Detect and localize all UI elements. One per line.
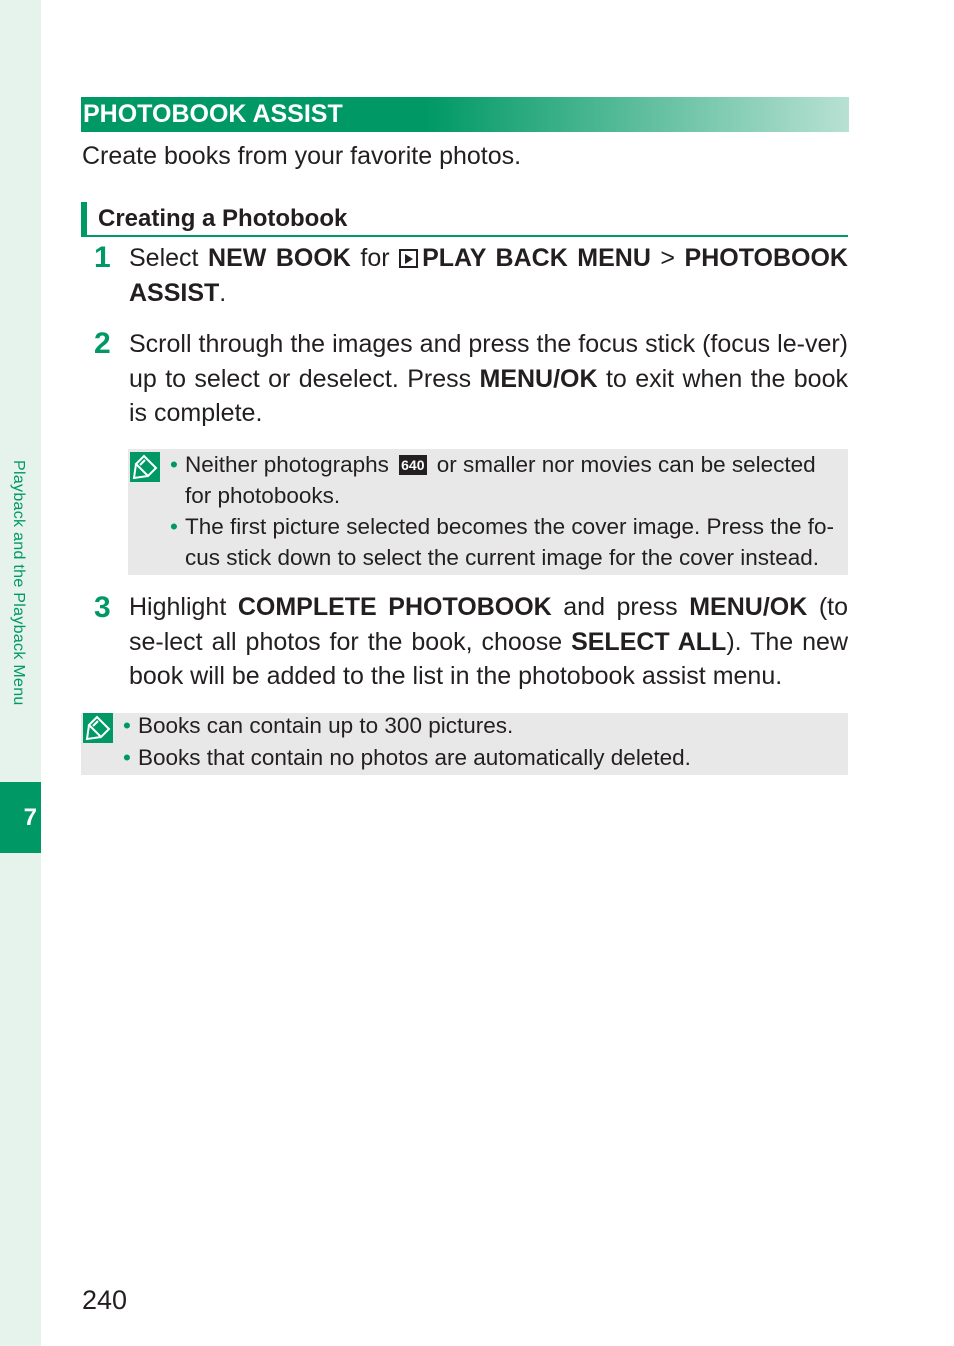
note-box: [128, 449, 848, 575]
text: for: [350, 244, 400, 272]
chapter-side-label: Playback and the Playback Menu: [10, 460, 27, 706]
page-number: 240: [82, 1285, 128, 1315]
note-icon: [130, 452, 160, 482]
text: ). The new book will be added to the list in the photobook assist menu.: [129, 627, 848, 690]
section-intro: Create books from your favorite photos.: [82, 142, 522, 170]
text: Scroll through the images and press the focus stick (focus le-ver) up to select or deselect. Press: [129, 330, 848, 393]
text: Books that contain no photos are automatically deleted.: [138, 745, 691, 770]
text: to exit when the book is complete.: [129, 364, 848, 427]
step-number: 2: [94, 327, 111, 360]
section-title: PHOTOBOOK ASSIST: [81, 97, 849, 132]
step-number: 3: [94, 591, 111, 624]
step-text: [129, 590, 848, 694]
menu-item-name: PHOTOBOOK ASSIST: [129, 244, 848, 307]
text: >: [650, 244, 685, 272]
menu-name: PLAY BACK MENU: [422, 244, 651, 272]
step-1: [94, 240, 848, 312]
bullet: •: [123, 745, 131, 770]
subsection-title: Creating a Photobook: [81, 202, 848, 237]
note-box: [81, 713, 848, 775]
note-item: [123, 710, 838, 741]
note-item: [123, 742, 838, 773]
text: and press: [551, 593, 690, 621]
step-text: [129, 241, 848, 310]
step-2: [94, 326, 848, 434]
bullet: •: [123, 713, 131, 738]
step-3: [94, 590, 848, 698]
text: Select: [129, 244, 209, 272]
text: Highlight: [129, 593, 238, 621]
step-text: [129, 327, 848, 431]
image-size-icon: 640: [401, 457, 425, 473]
chapter-tab: 7: [0, 782, 41, 853]
bullet: •: [170, 452, 178, 477]
note-item: [170, 449, 845, 511]
text: .: [219, 278, 227, 307]
menu-item-name: COMPLETE PHOTOBOOK: [237, 593, 552, 621]
text: (to se-lect all photos for the book, choose: [129, 593, 849, 656]
note-item: [170, 511, 845, 573]
menu-item-name: NEW BOOK: [208, 244, 351, 272]
step-number: 1: [94, 241, 111, 274]
text: or smaller nor movies can be selected for photobooks.: [185, 452, 816, 508]
bullet: •: [170, 514, 178, 539]
text: The first picture selected becomes the cover image. Press the fo-cus stick down to select the current image for the cover instead.: [185, 514, 835, 570]
text: Books can contain up to 300 pictures.: [138, 713, 514, 738]
note-icon: [83, 713, 113, 743]
playback-icon: [399, 249, 418, 268]
button-name: MENU/OK: [689, 593, 808, 621]
text: Neither photographs: [185, 452, 396, 477]
menu-item-name: SELECT ALL: [571, 627, 727, 656]
button-name: MENU/OK: [479, 364, 598, 393]
